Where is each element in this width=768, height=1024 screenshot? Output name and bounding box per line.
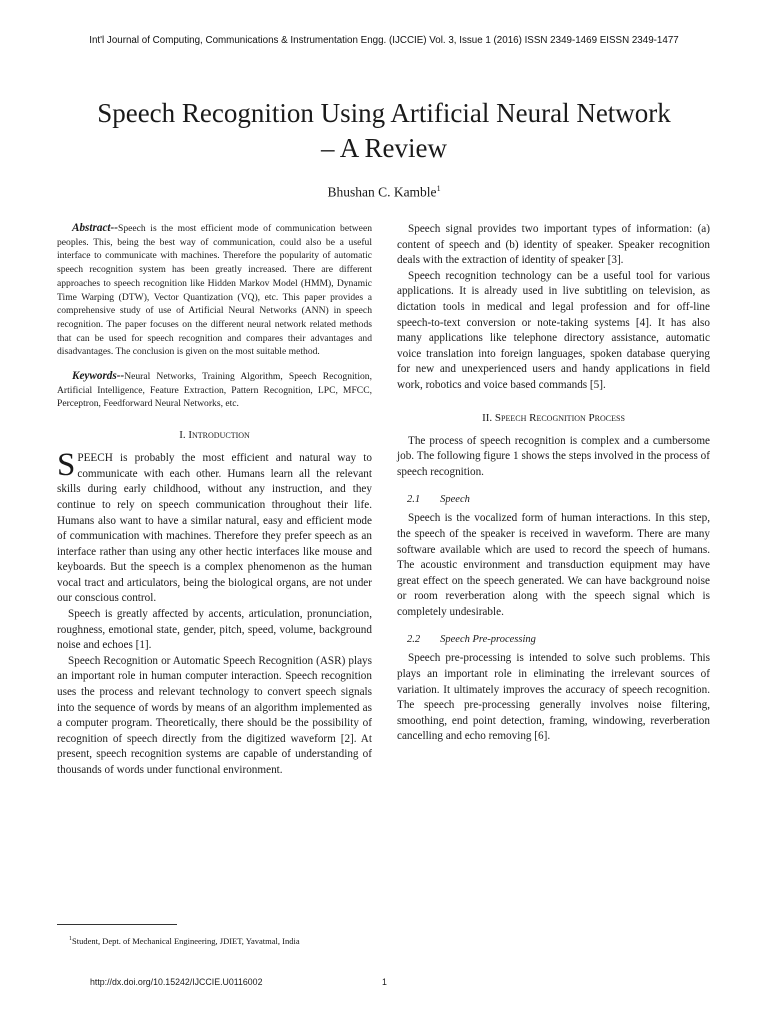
- intro-paragraph-3: Speech Recognition or Automatic Speech Recognition (ASR) plays an important role in human computer interaction. Speech recognition uses the process and relevant technology to convert speech signals into the sequence of words by means of an algorithm implemented as a computer program. Theoretically, there should be the possibility of recognition of speech directly from the digitized waveform [2]. At present, speech recognition systems are capable of understanding of thousands of words under functional environment.: [57, 654, 372, 777]
- right-paragraph-2: Speech recognition technology can be a useful tool for various applications. It is already used in live subtitling on television, as dictation tools in medical and legal profession and for off-line speech-to-text conversion or note-taking systems [4]. It has also many applications like telephone directory assistance, automatic voice translation into foreign languages, spoken database querying for new and unexperienced users and handy applications in field work, robotics and voice based commands [5].: [397, 269, 710, 391]
- abstract-text: Speech is the most efficient mode of communication between peoples. This, being the best way of communication, could also be a useful interface to communicate with machines. Therefore the popularity of automatic speech recognition system has been greatly increased. There are different approaches to speech recognition like Hidden Markov Model (HMM), Dynamic Time Warping (DTW), Vector Quantization (VQ), etc. This paper provides a comprehensive study of use of Artificial Neural Networks (ANN) in speech recognition. The paper focuses on the different neural network related methods that can be used for speech recognition and compares their advantages and disadvantages. The conclusion is given on the most suitable method.: [57, 223, 372, 358]
- intro-paragraph-1: [57, 447, 372, 607]
- page-number: 1: [382, 977, 387, 987]
- subsection-number: 2.1: [407, 494, 421, 506]
- keywords-text: Neural Networks, Training Algorithm, Speech Recognition, Artificial Intelligence, Feature Extraction, Pattern Recognition, LPC, MFCC, Perceptron, Feedforward Neural Networks, etc.: [57, 371, 372, 410]
- speech-paragraph: Speech is the vocalized form of human interactions. In this step, the speech of the speaker is received in waveform. There are many software available which are used to record the speech of humans. The acoustic environment and transduction equipment may have great effect on the speech generated. We can have background noise or room reverberation along with the speech signal which is completely undesirable.: [397, 512, 710, 618]
- section-heading-introduction: [57, 429, 372, 441]
- title-line-1: Speech Recognition Using Artificial Neural Network: [97, 98, 671, 128]
- subsection-heading-preprocessing: [397, 634, 710, 645]
- section-heading-process: [397, 412, 710, 424]
- right-paragraph-1: Speech signal provides two important types of information: (a) content of speech and (b) identity of speaker. Speaker recognition deals with the extraction of identity of speaker [3].: [397, 223, 710, 267]
- abstract: [57, 222, 372, 359]
- section-title: Speech Recognition Process: [494, 411, 625, 424]
- footnote-divider: [57, 924, 177, 925]
- footnote-mark: 1: [69, 936, 72, 943]
- footnote: [69, 936, 300, 946]
- subsection-number: 2.2: [407, 634, 421, 646]
- subsection-title: Speech: [440, 494, 470, 506]
- author-name: Bhushan C. Kamble: [327, 184, 437, 200]
- process-paragraph: The process of speech recognition is complex and a cumbersome job. The following figure 1 shows the steps involved in the process of speech recognition.: [397, 434, 710, 478]
- keywords-label: Keywords--: [72, 370, 125, 383]
- section-title: Introduction: [188, 429, 250, 442]
- author-footnote-mark: 1: [436, 184, 441, 193]
- author: [0, 184, 768, 201]
- drop-cap: S: [57, 447, 76, 484]
- left-column: [57, 222, 372, 779]
- paper-title: [40, 96, 728, 166]
- running-head: Int'l Journal of Computing, Communications & Instrumentation Engg. (IJCCIE) Vol. 3, Issue 1 (2016) ISSN 2349-1469 EISSN 2349-1477: [89, 35, 679, 46]
- right-column: [397, 222, 710, 745]
- subsection-heading-speech: [397, 494, 710, 505]
- doi-link[interactable]: http://dx.doi.org/10.15242/IJCCIE.U0116002: [90, 977, 263, 987]
- section-number: II.: [482, 411, 493, 424]
- footnote-text: Student, Dept. of Mechanical Engineering, JDIET, Yavatmal, India: [72, 936, 300, 946]
- abstract-label: Abstract--: [72, 222, 118, 234]
- keywords: [57, 370, 372, 411]
- intro-paragraph-2: Speech is greatly affected by accents, articulation, pronunciation, roughness, emotional state, gender, pitch, speed, volume, background noise and echoes [1].: [57, 608, 372, 652]
- preprocessing-paragraph: Speech pre-processing is intended to solve such problems. This plays an important role in eliminating the irrelevant sources of variation. It ultimately improves the accuracy of speech recognition. The speech pre-processing generally involves noise filtering, smoothing, end point detection, framing, windowing, reverberation cancelling and echo removing [6].: [397, 652, 710, 743]
- title-line-2: – A Review: [321, 133, 447, 163]
- section-number: I.: [179, 429, 186, 442]
- intro-paragraph-1-text: PEECH is probably the most efficient and natural way to communicate with each other. Humans learn all the relevant skills during early childhood, without any instruction, and they continue to rely on speech communication throughout their life. Humans also want to have a similar natural, easy and efficient mode of communication with machines. Therefore they prefer speech as an interface rather than using any other hectic interfaces like mouse and keyboards. But the speech is a complex phenomenon as the human vocal tract and articulators, being the biological organs, are not under our conscious control.: [57, 452, 372, 605]
- subsection-title: Speech Pre-processing: [440, 634, 536, 646]
